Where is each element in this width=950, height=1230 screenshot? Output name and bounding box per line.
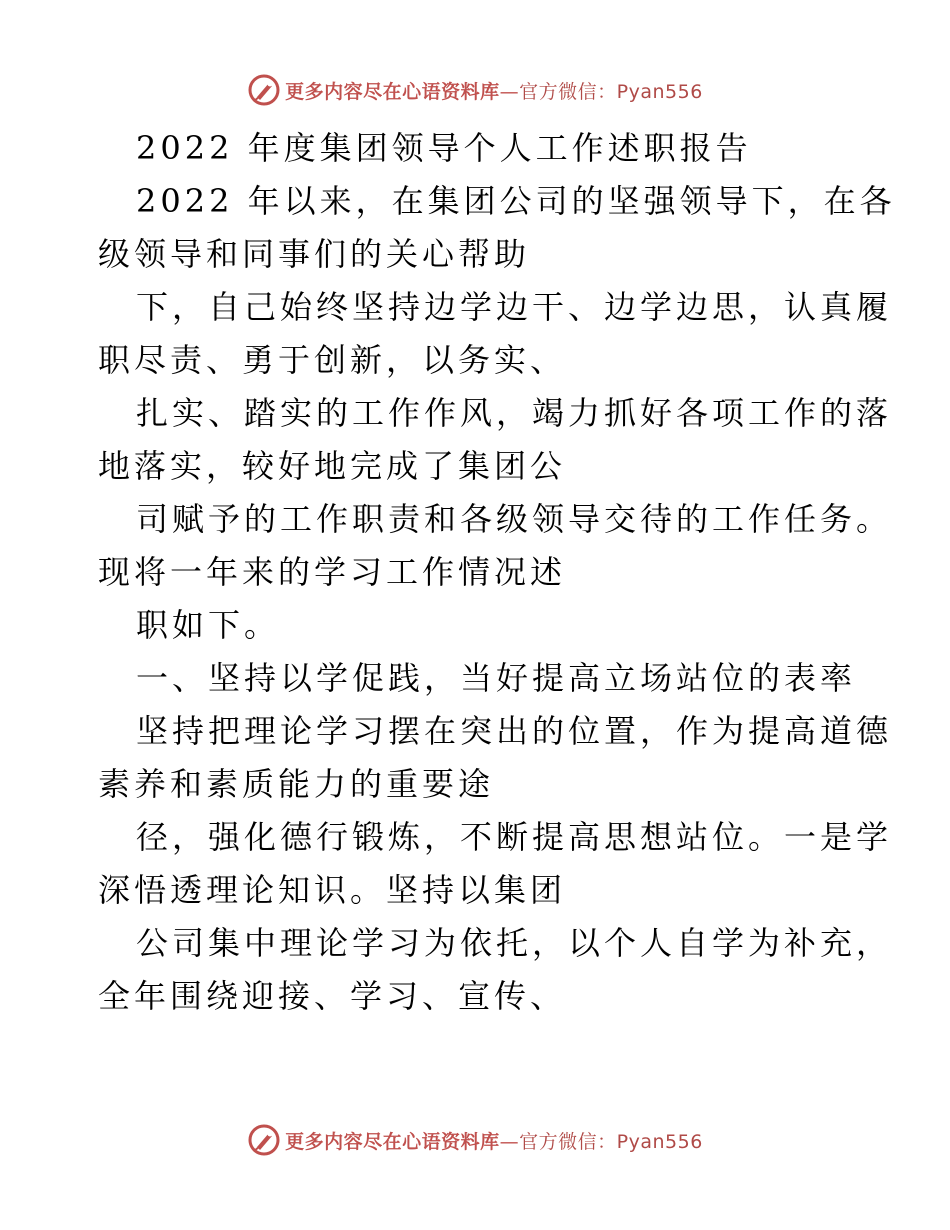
- paragraph-line: 司赋予的工作职责和各级领导交待的工作任务。: [136, 500, 893, 538]
- paragraph-line: 全年围绕迎接、学习、宣传、: [98, 977, 567, 1015]
- paragraph-line: 坚持把理论学习摆在突出的位置，作为提高道德: [136, 712, 893, 750]
- paragraph-line: 2022 年以来，在集团公司的坚强领导下，在各: [136, 182, 896, 220]
- paragraph-line: 现将一年来的学习工作情况述: [98, 553, 567, 591]
- paragraph-line: 下，自己始终坚持边学边干、边学边思，认真履: [136, 288, 893, 326]
- paragraph-line: 径，强化德行锻炼，不断提高思想站位。一是学: [136, 818, 893, 856]
- watermark-site: 更多内容尽在心语资料库: [285, 80, 500, 103]
- footer-watermark: [0, 1120, 950, 1160]
- paragraph-line: 级领导和同事们的关心帮助: [98, 235, 531, 273]
- watermark-separator: —: [499, 1130, 520, 1153]
- paragraph-line: 深悟透理论知识。坚持以集团: [98, 871, 567, 909]
- document-body: [98, 122, 896, 1023]
- document-title: 2022 年度集团领导个人工作述职报告: [136, 129, 752, 167]
- watermark-text: [285, 77, 703, 104]
- paragraph-line: 扎实、踏实的工作作风，竭力抓好各项工作的落: [136, 394, 893, 432]
- watermark-site: 更多内容尽在心语资料库: [285, 1130, 500, 1153]
- watermark-wechat: 官方微信：Pyan556: [519, 1130, 703, 1153]
- watermark-text: [285, 1127, 703, 1154]
- paragraph-line: 公司集中理论学习为依托，以个人自学为补充，: [136, 924, 893, 962]
- watermark-separator: —: [499, 80, 520, 103]
- paragraph-line: 地落实，较好地完成了集团公: [98, 447, 567, 485]
- section-heading: 一、坚持以学促践，当好提高立场站位的表率: [136, 659, 857, 697]
- pen-nib-logo-icon: [247, 1123, 281, 1157]
- paragraph-line: 职尽责、勇于创新，以务实、: [98, 341, 567, 379]
- watermark-wechat: 官方微信：Pyan556: [519, 80, 703, 103]
- paragraph-line: 素养和素质能力的重要途: [98, 765, 495, 803]
- pen-nib-logo-icon: [247, 73, 281, 107]
- paragraph-line: 职如下。: [136, 606, 281, 644]
- header-watermark: [0, 70, 950, 110]
